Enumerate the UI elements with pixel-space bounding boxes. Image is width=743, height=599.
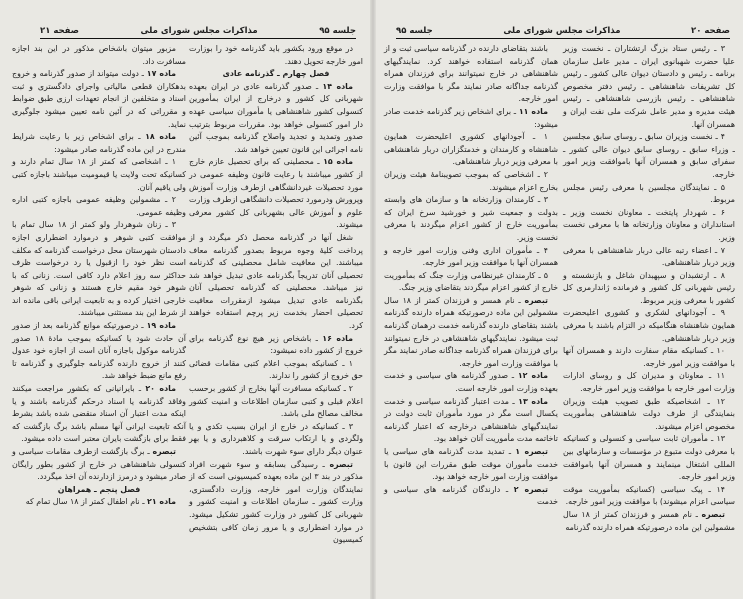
text-column [189, 43, 363, 547]
paragraph-text: ۱ ـ کسانیکه بموجب اعلام کتبی مقامات قضائی حق خروج از کشور را ندارند. [189, 358, 363, 381]
paragraph-text: ۸ ـ ارتشبدان و سپهبدان شاغل و بازنشسته و رئیس شهربانی کل کشور و فرمانده ژاندارمری کل کشور با معرفی وزیر مربوط. [563, 270, 735, 305]
paragraph [384, 194, 558, 244]
paragraph [384, 245, 558, 270]
article-paragraph [189, 333, 363, 358]
paragraph [563, 370, 735, 395]
paragraph-text: ۳ ـ رئیس ستاد بزرگ ارتشتاران ـ نخست وزیر علیا حضرت شهبانوی ایران ـ مدیر عامل سازمان برنامه ـ رئیس و دادستان دیوان عالی کشور ـ رئیس کل تشریفات شاهنشاهی ـ رئیس دفتر مخصوص شاهنشاهی ـ رئیس بازرسی شاهنشاهی ـ رئیس هیئت مدیره و مدیر عامل شرکت ملی نفت ایران و همسران آنها. [563, 44, 735, 129]
paragraph [563, 207, 735, 245]
paragraph-text: ۱۰ ـ کسانیکه مقام سفارت دارند و همسران آنها با موافقت وزیر امور خارجه. [563, 346, 735, 368]
paragraph-text: ۴ ـ نخست وزیران سابق ـ روسای سابق مجلسین ـ وزراء سابق ـ روسای سابق دیوان عالی کشور ـ سفرای سابق و همسران آنها باموافقت وزیر امور خارجه. [563, 132, 735, 179]
paragraph-text: ۱۲ ـ اشخاصیکه طبق تصویب هیئت وزیران بنمایندگی از طرف دولت شاهنشاهی بمأموریت مخصوص اعزام میشوند. [563, 396, 735, 431]
paragraph-text: ـ مدت اعتبار گذرنامه سیاسی و خدمت یکسال است مگر در مورد مأموران ثابت دولت در نمایندگیهای شاهنشاهی درخارجه که اعتبار گذرنامه تاخاتمه مدت مأموریت آنان خواهد بود. [384, 396, 558, 444]
article-label: ماده ۱۶ [322, 333, 353, 343]
text-column [12, 43, 186, 509]
article-paragraph [563, 509, 735, 534]
paragraph-text: ۱۳ ـ مأموران ثابت سیاسی و کنسولی و کسانیکه با معرفی دولت متبوع در مؤسسات و سازمانهای بین المللی اشتغال مینمایند و همسران آنها باموافقت وزیر امور خارجه. [563, 434, 735, 482]
article-label: تبصره [524, 295, 549, 305]
paragraph [12, 219, 186, 320]
paragraph-text: ۹ ـ آجودانهای لشکری و کشوری اعلیحضرت همایون شاهنشاه هنگامیکه در التزام باشند با معرفی وزیر دربار شاهنشاهی. [563, 308, 735, 343]
article-paragraph [12, 496, 186, 509]
article-paragraph [12, 68, 186, 131]
session-number: جلسه ۹۵ [396, 26, 433, 36]
page-number: صفحه ۲۱ [40, 26, 79, 36]
text-column [563, 43, 735, 534]
paragraph-text: ۱ ـ آجودانهای کشوری اعلیحضرت همایون شاهنشاه و کارمندان و خدمتگزاران دربار شاهنشاهی با معرفی وزیر دربار شاهنشاهی. [384, 132, 558, 167]
article-label: ماده ۲۱ [147, 497, 176, 507]
paragraph-text: ۳ ـ زنان شوهردار ولو کمتر از ۱۸ سال تمام با موافقت کتبی شوهر و درموارد اضطراری اجازه دادستان شهرستان محل درخواست گذرنامه که مکلف است نظر خود را ازقبول یا رد درخواست ظرف حداکثر سه روز اعلام دارد کافی است. زنانی که با شوهر خود مقیم خارج هستند و زنانی که شوهر خارجی اختیار کرده و به تابعیت ایرانی باقی مانده اند از شرط این بند مستثنی میباشند. [12, 220, 186, 318]
paragraph [563, 484, 735, 509]
paragraph [189, 232, 363, 333]
paragraph-text: ۳ ـ کارمندان وزارتخانه ها و سازمان های وابسته بدولت و جمعیت شیر و خورشید سرخ ایران که بمأموریت خارج از کشور اعزام میگردند با معرفی نخست وزیر. [384, 195, 558, 242]
running-title: مذاکرات مجلس شورای ملی [140, 26, 258, 36]
paragraph [563, 182, 735, 207]
paragraph [563, 131, 735, 181]
paragraph [563, 245, 735, 270]
paragraph-text: ۱ ـ اشخاصی که کمتر از ۱۸ سال تمام دارند و کسانیکه تحت ولایت یا قیمومیت میباشند باجازه کتبی ولی یاقیم آنان. [12, 157, 186, 192]
left-page-header [40, 24, 356, 39]
session-number: جلسه ۹۵ [319, 26, 356, 36]
paragraph [384, 270, 558, 295]
paragraph-text: ـ صدور گذرنامه عادی در ایران بعهده شهربانی کل کشور و درخارج از ایران بمأمورین کنسولی کشور شاهنشاهی یا مأموران سیاسی عهده دار امور کنسولی خواهد بود. مقررات مربوط بترتیب صدور وتمدید و تجدید واصلاح گذرنامه بموجب آئین نامه اجرائی این قانون تعیین خواهد شد. [189, 81, 363, 154]
paragraph-text: ـ رسیدگی بسابقه و سوء شهرت افراد مذکور در بند ۳ این ماده بعهده کمیسیونی است که از نمایندگان وزارت امور خارجه، وزارت دادگستری، وزارت کشور ـ سازمان اطلاعات و امنیت کشور و شهربانی کل کشور در وزارت کشور تشکیل میشود. در موارد اضطراری و یا مرور زمان کافی بتشخیص کمیسیون [189, 459, 363, 545]
paragraph [12, 43, 186, 68]
article-paragraph [189, 459, 363, 547]
page-fold [370, 0, 376, 599]
page-number: صفحه ۲۰ [691, 26, 730, 36]
paragraph [12, 156, 186, 194]
paragraph-text: ـ درصورتیکه موانع گذرنامه بعد از صدور آن حادث شود یا کسانیکه بموجب مادهٔ ۱۸ صدور گذرنامه موکول باجازه آنان است از اجازه خود عدول کنند از خروج دارنده گذرنامه جلوگیری و گذرنامه تا رفع مانع ضبط خواهد شد. [12, 321, 186, 381]
paragraph-text: ۴ ـ مأموران اداری وفنی وزارت امور خارجه و همسران آنها با موافقت وزیر امور خارجه. [384, 245, 558, 268]
paragraph-text: ـ تمدید مدت گذرنامه های سیاسی یا خدمت مأموران موقت طبق مقررات این قانون با موافقت وزارت امور خارجه خواهد بود. [384, 447, 558, 482]
chapter-heading: فصل پنجم ـ همراهان [57, 484, 141, 494]
article-label: تبصره [701, 509, 725, 519]
article-paragraph [384, 295, 558, 371]
paragraph-text: در موقع ورود بکشور باید گذرنامه خود را بوزارت امور خارجه تحویل دهند. [189, 44, 363, 66]
paragraph [189, 383, 363, 421]
paragraph-text: ـ نام همسر و فرزندان کمتر از ۱۸ سال مشمولین این ماده درصورتیکه همراه دارنده گذرنامه [563, 509, 735, 532]
article-label: تبصره [152, 447, 176, 456]
paragraph [563, 433, 735, 483]
paragraph-text: ـ برگ بازگشت ازطرف مقامات سیاسی و کنسولی شاهنشاهی در خارج از کشور بطور رایگان صادر میشود و درمرز ازدارنده آن اخذ میگردد. [12, 447, 186, 482]
article-label: ماده ۱۴ [322, 81, 353, 91]
right-page-header [396, 24, 730, 39]
paragraph-text: ـ دارندگان گذرنامه های سیاسی و خدمت [384, 484, 558, 507]
paragraph [384, 131, 558, 169]
paragraph [12, 194, 186, 219]
paragraph [384, 43, 558, 106]
article-label: ماده ۱۳ [518, 396, 548, 406]
chapter-heading: فصل چهارم ـ گذرنامه عادی [222, 69, 330, 79]
paragraph [563, 307, 735, 345]
article-label: ماده ۱۸ [145, 132, 176, 142]
paragraph [189, 43, 363, 68]
article-paragraph [384, 370, 558, 395]
paragraph-text: ۵ ـ نمایندگان مجلسین با معرفی رئیس مجلس مربوط. [563, 182, 735, 205]
paragraph-text: ۲ ـ کسانیکه مسافرت آنها بخارج از کشور برحسب اعلام قبلی و کتبی سازمان اطلاعات و امنیت کشور مخالف مصالح ملی باشد. [189, 384, 363, 419]
article-label: تبصره [329, 459, 353, 469]
paragraph-text: مزبور میتوان باشخاص مذکور در این بند اجازه مسافرت داد. [12, 44, 186, 66]
article-label: تبصره ۲ [513, 484, 548, 494]
article-label: ماده ۱۵ [323, 157, 353, 167]
paragraph-text: ـ برای اشخاص زیر با رعایت شرایط مندرج در این ماده گذرنامه صادر میشود: [12, 132, 186, 154]
article-paragraph [384, 106, 558, 131]
paragraph-text: ـ محصلینی که برای تحصیل عازم خارج از کشور میباشند با رعایت قانون وظیفه عمومی در مورد تحصیلات غیردانشگاهی ازطرف وزارت آموزش وپرورش ودرمورد تحصیلات دانشگاهی ازطرف وزارت علوم و آموزش عالی بشهربانی کل کشور معرفی میشوند. [189, 157, 363, 230]
article-paragraph [189, 81, 363, 157]
paragraph-text: ـ صدور گذرنامه های سیاسی و خدمت بعهده وزارت امور خارجه است. [384, 371, 558, 394]
article-paragraph [189, 156, 363, 232]
paragraph [189, 358, 363, 383]
article-paragraph [12, 446, 186, 484]
paragraph-text: ـ نام اطفال کمتر از ۱۸ سال تمام که [25, 497, 148, 507]
article-paragraph [12, 320, 186, 383]
paragraph [189, 421, 363, 459]
paragraph [384, 169, 558, 194]
running-title: مذاکرات مجلس شورای ملی [503, 26, 621, 36]
paragraph-text: ـ نام همسر و فرزندان کمتر از ۱۸ سال مشمولین این ماده درصورتیکه همراه دارنده گذرنامه باشند بتقاضای دارنده گذرنامه خدمت درهمان گذرنامه ثبت میشود. نمایندگیهای شاهنشاهی در خارج نمیتوانند برای فرزندان همراه گذرنامه جداگانه صادر نمایند مگر با موافقت وزارت امور خارجه. [384, 295, 558, 368]
paragraph [563, 345, 735, 370]
article-label: ماده ۲۰ [145, 384, 176, 394]
paragraph [563, 396, 735, 434]
article-label: ماده ۱۱ [518, 106, 548, 116]
paragraph-text: ۷ ـ اعضاء رتبه عالی دربار شاهنشاهی با معرفی وزیر دربار شاهنشاهی. [563, 245, 735, 268]
paragraph [563, 270, 735, 308]
paragraph-text: ۱۱ ـ معاونان و مدیران کل و روسای ادارات وزارت امور خارجه با موافقت وزیر امور خارجه. [563, 371, 735, 394]
article-label: تبصره ۱ [515, 447, 548, 456]
article-label: ماده ۱۷ [146, 69, 176, 79]
paragraph-text: شغل آنها در گذرنامه محصل ذکر میگردد و از پرداخت کلیهٔ وجوه مربوط بصدور گذرنامه معاف میباشند. این معافیت شامل محصلینی که گذرنامه تحصیلی آنان تدریجاً بگذرنامه عادی تبدیل خواهد شد نیز میباشد. محصلینی که گذرنامه تحصیلی آنان بگذرنامه عادی تبدیل میشود ازمقررات معافیت تحصیلی احضار بخدمت زیر پرچم استفاده خواهند کرد. [189, 232, 363, 331]
paragraph-text: ـ دولت میتواند از صدور گذرنامه و خروج بدهکاران قطعی مالیاتی واجرای دادگستری و ثبت اسناد و متخلفین از انجام تعهدات ارزی طبق ضوابط و مقرراتی که در آئین نامه تعیین میشود جلوگیری نماید. [12, 69, 186, 129]
paragraph-text: ۱۴ ـ پیک سیاسی (کسانیکه بمأموریت موقت سیاسی اعزام میشوند) با موافقت وزیر امور خارجه. [563, 484, 735, 507]
paragraph-text: باشند بتقاضای دارنده در گذرنامه سیاسی ثبت و از همان گذرنامه استفاده خواهند کرد. نمایندگیهای شاهنشاهی در خارج نمیتوانند برای فرزندان همراه گذرنامه جداگانه صادر نمایند مگر با موافقت وزارت امور خارجه. [384, 44, 558, 104]
paragraph-text: ـ برای اشخاص زیر گذرنامه خدمت صادر میشود: [384, 106, 558, 129]
paragraph [563, 43, 735, 131]
article-label: ماده ۱۹ [146, 321, 176, 331]
paragraph-text: ۵ ـ کارمندان غیرنظامی وزارت جنگ که بمأموریت خارج از کشور اعزام میگردند بتقاضای وزیر جنگ. [384, 270, 558, 293]
paragraph-text: ۳ ـ کسانیکه در خارج از ایران بسبب تکدی و یا ولگردی و یا ارتکاب سرقت و کلاهبرداری و یا بهر عنوان دیگر دارای سوء شهرت باشند. [189, 421, 363, 456]
paragraph-text: ـ بایرانیانی که بکشور مراجعت میکنند وفاقد گذرنامه یا اسناد درحکم گذرنامه باشند و یا اینکه مدت اعتبار آن اسناد منقضی شده باشد بشرط آنکه تابعیت ایرانی آنها مسلم باشد برگ بازگشت که فقط برای بازگشت بایران معتبر است داده میشود. [12, 384, 186, 444]
paragraph-text: ۶ ـ شهردار پایتخت ـ معاونان نخست وزیر ـ استانداران و معاونان وزارتخانه ها با معرفی نخست وزیر. [563, 207, 735, 242]
article-paragraph [384, 396, 558, 446]
article-paragraph [12, 383, 186, 446]
article-label: ماده ۱۲ [517, 371, 548, 381]
text-column [384, 43, 558, 509]
article-paragraph [12, 131, 186, 156]
article-paragraph [384, 446, 558, 484]
paragraph-text: ۲ ـ اشخاصی که بموجب تصویبنامهٔ هیئت وزیران بخارج اعزام میشوند. [384, 169, 558, 192]
article-paragraph [384, 484, 558, 509]
paragraph-text: ـ باشخاص زیر هیچ نوع گذرنامه برای خروج از کشور داده نمیشود: [189, 333, 363, 356]
paragraph-text: ۲ ـ مشمولین وظیفه عمومی باجازه کتبی اداره وظیفه عمومی. [12, 195, 186, 217]
